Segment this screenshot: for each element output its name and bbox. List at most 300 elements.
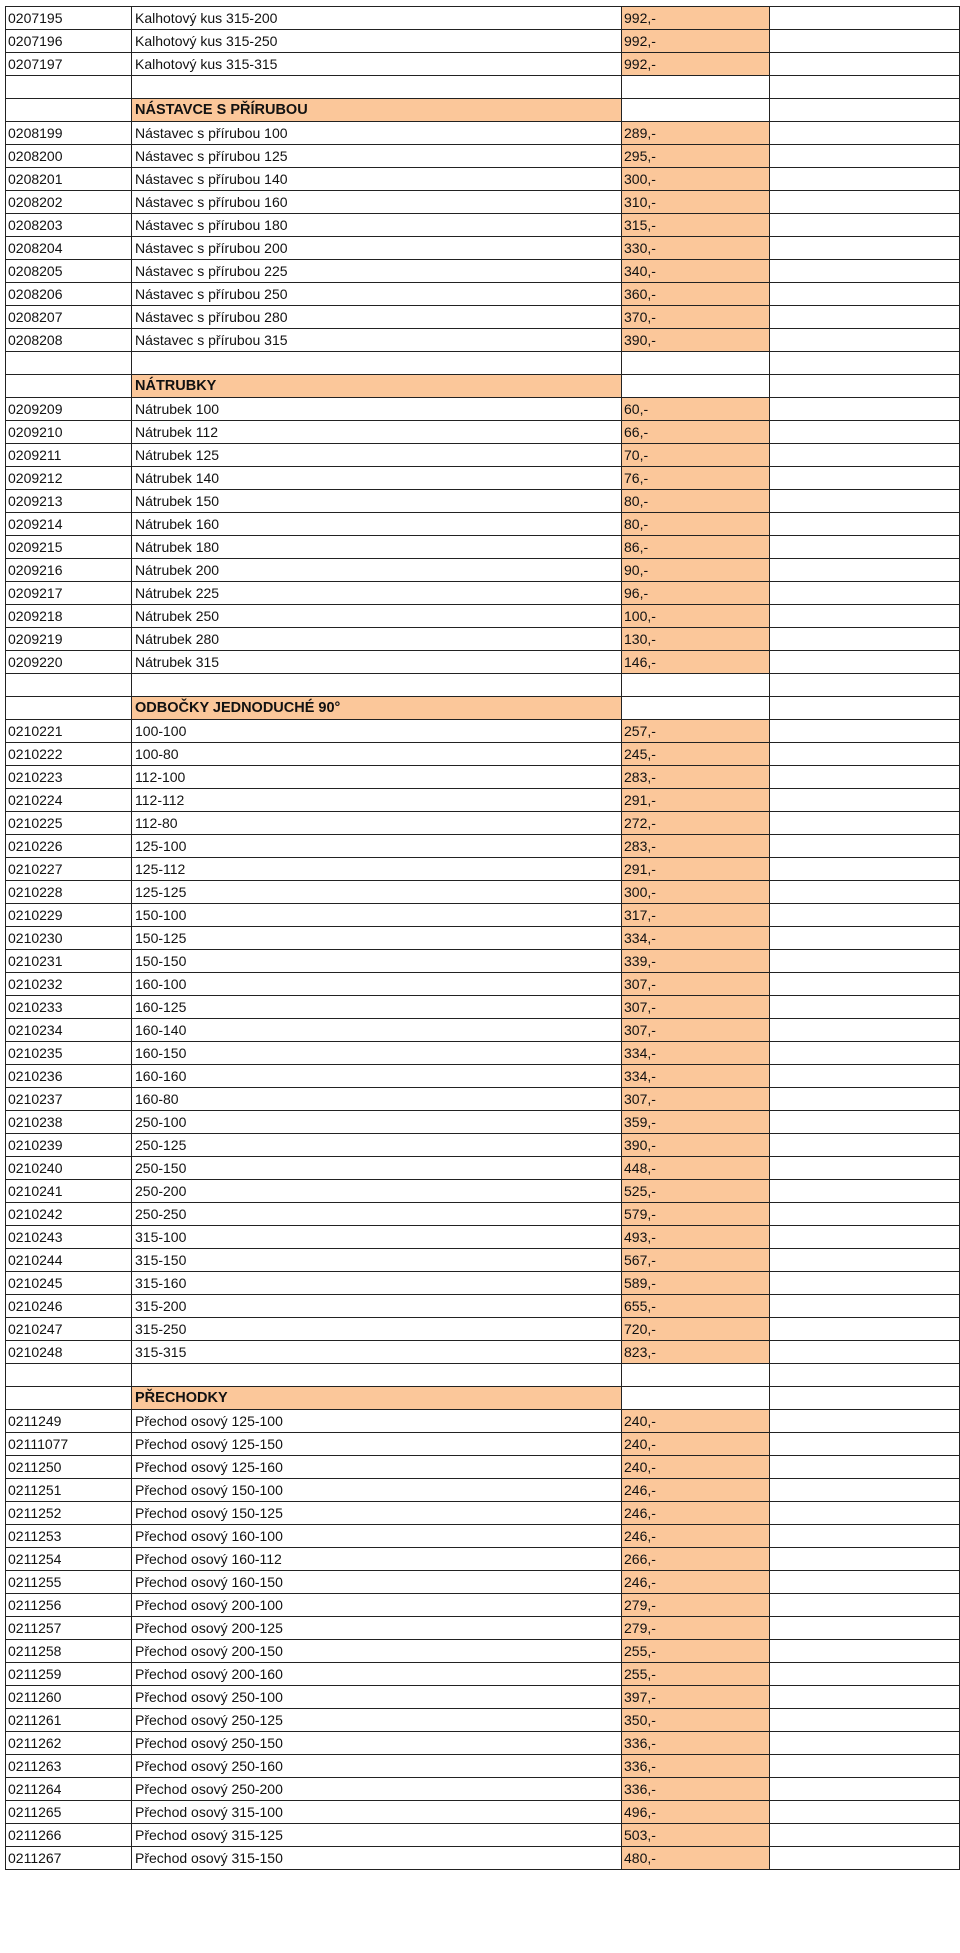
table-row	[6, 1755, 960, 1778]
table-row	[6, 1065, 960, 1088]
product-price: 272,-	[622, 812, 770, 835]
product-name: Kalhotový kus 315-250	[132, 30, 622, 53]
product-price: 246,-	[622, 1571, 770, 1594]
table-row	[6, 1686, 960, 1709]
product-name: Nátrubek 100	[132, 398, 622, 421]
product-name: 112-80	[132, 812, 622, 835]
table-row	[6, 237, 960, 260]
product-code: 0208200	[6, 145, 132, 168]
table-row	[6, 1479, 960, 1502]
product-code: 0210228	[6, 881, 132, 904]
product-code: 0209216	[6, 559, 132, 582]
product-code: 02111077	[6, 1433, 132, 1456]
product-price: 503,-	[622, 1824, 770, 1847]
product-code: 0210231	[6, 950, 132, 973]
table-row	[6, 1019, 960, 1042]
product-name: Přechod osový 315-125	[132, 1824, 622, 1847]
product-price: 336,-	[622, 1755, 770, 1778]
product-code: 0208199	[6, 122, 132, 145]
product-name: 315-100	[132, 1226, 622, 1249]
product-code: 0210232	[6, 973, 132, 996]
product-name: 250-100	[132, 1111, 622, 1134]
blank-cell	[770, 1019, 960, 1042]
blank-cell	[770, 1433, 960, 1456]
section-title: NÁTRUBKY	[132, 375, 622, 398]
product-code: 0211251	[6, 1479, 132, 1502]
table-row	[6, 1617, 960, 1640]
blank-cell	[770, 628, 960, 651]
product-name: Nátrubek 200	[132, 559, 622, 582]
product-price: 76,-	[622, 467, 770, 490]
product-price: 567,-	[622, 1249, 770, 1272]
product-name: 150-150	[132, 950, 622, 973]
product-price: 279,-	[622, 1594, 770, 1617]
product-price: 496,-	[622, 1801, 770, 1824]
product-code: 0211261	[6, 1709, 132, 1732]
product-price: 146,-	[622, 651, 770, 674]
blank-cell	[6, 1387, 132, 1410]
product-code: 0208205	[6, 260, 132, 283]
product-name: Přechod osový 200-100	[132, 1594, 622, 1617]
blank-cell	[770, 398, 960, 421]
blank-row	[6, 674, 960, 697]
table-row	[6, 1801, 960, 1824]
product-code: 0210244	[6, 1249, 132, 1272]
product-code: 0210234	[6, 1019, 132, 1042]
product-name: Nátrubek 280	[132, 628, 622, 651]
product-name: Nástavec s přírubou 315	[132, 329, 622, 352]
product-price: 283,-	[622, 766, 770, 789]
blank-cell	[132, 352, 622, 375]
product-code: 0208203	[6, 214, 132, 237]
table-row	[6, 398, 960, 421]
product-code: 0210247	[6, 1318, 132, 1341]
table-row	[6, 1341, 960, 1364]
product-name: 315-250	[132, 1318, 622, 1341]
table-row	[6, 1663, 960, 1686]
blank-cell	[770, 1065, 960, 1088]
blank-cell	[770, 697, 960, 720]
product-price: 310,-	[622, 191, 770, 214]
blank-cell	[770, 30, 960, 53]
blank-cell	[770, 467, 960, 490]
product-name: 100-100	[132, 720, 622, 743]
table-row	[6, 1824, 960, 1847]
product-code: 0210242	[6, 1203, 132, 1226]
product-code: 0211260	[6, 1686, 132, 1709]
blank-cell	[770, 973, 960, 996]
table-row	[6, 1410, 960, 1433]
product-name: Nástavec s přírubou 200	[132, 237, 622, 260]
blank-cell	[6, 99, 132, 122]
product-code: 0211266	[6, 1824, 132, 1847]
product-price: 334,-	[622, 927, 770, 950]
blank-cell	[770, 1548, 960, 1571]
product-name: Kalhotový kus 315-315	[132, 53, 622, 76]
blank-cell	[770, 1042, 960, 1065]
product-code: 0210222	[6, 743, 132, 766]
product-price: 255,-	[622, 1663, 770, 1686]
product-code: 0211250	[6, 1456, 132, 1479]
blank-cell	[6, 76, 132, 99]
product-price: 579,-	[622, 1203, 770, 1226]
product-code: 0209215	[6, 536, 132, 559]
product-name: 315-200	[132, 1295, 622, 1318]
product-code: 0210246	[6, 1295, 132, 1318]
table-row	[6, 1571, 960, 1594]
product-code: 0210226	[6, 835, 132, 858]
product-price: 300,-	[622, 168, 770, 191]
blank-cell	[770, 1203, 960, 1226]
product-code: 0210233	[6, 996, 132, 1019]
product-name: Přechod osový 160-100	[132, 1525, 622, 1548]
table-row	[6, 444, 960, 467]
product-price: 307,-	[622, 1019, 770, 1042]
blank-cell	[770, 858, 960, 881]
product-name: 160-140	[132, 1019, 622, 1042]
blank-row	[6, 352, 960, 375]
blank-cell	[770, 1341, 960, 1364]
blank-cell	[770, 674, 960, 697]
blank-cell	[770, 214, 960, 237]
product-price: 60,-	[622, 398, 770, 421]
product-name: Nátrubek 125	[132, 444, 622, 467]
product-code: 0208202	[6, 191, 132, 214]
product-name: Přechod osový 125-100	[132, 1410, 622, 1433]
table-row	[6, 191, 960, 214]
table-row	[6, 283, 960, 306]
product-code: 0210224	[6, 789, 132, 812]
blank-cell	[770, 260, 960, 283]
product-code: 0208201	[6, 168, 132, 191]
blank-cell	[770, 927, 960, 950]
blank-cell	[770, 1732, 960, 1755]
product-price: 307,-	[622, 1088, 770, 1111]
product-price: 240,-	[622, 1410, 770, 1433]
blank-cell	[770, 306, 960, 329]
product-price: 266,-	[622, 1548, 770, 1571]
blank-cell	[622, 352, 770, 375]
product-code: 0211262	[6, 1732, 132, 1755]
price-list-body	[6, 7, 960, 1870]
product-price: 255,-	[622, 1640, 770, 1663]
blank-cell	[770, 1387, 960, 1410]
product-name: 160-80	[132, 1088, 622, 1111]
product-price: 992,-	[622, 30, 770, 53]
product-price: 315,-	[622, 214, 770, 237]
blank-cell	[770, 1686, 960, 1709]
table-row	[6, 421, 960, 444]
table-row	[6, 1295, 960, 1318]
product-code: 0210223	[6, 766, 132, 789]
blank-cell	[6, 674, 132, 697]
product-name: Nátrubek 140	[132, 467, 622, 490]
blank-cell	[770, 720, 960, 743]
table-row	[6, 973, 960, 996]
table-row	[6, 904, 960, 927]
product-name: Přechod osový 250-200	[132, 1778, 622, 1801]
blank-cell	[770, 490, 960, 513]
product-code: 0210241	[6, 1180, 132, 1203]
blank-cell	[770, 513, 960, 536]
product-price: 283,-	[622, 835, 770, 858]
table-row	[6, 53, 960, 76]
blank-cell	[770, 1778, 960, 1801]
product-code: 0208208	[6, 329, 132, 352]
blank-cell	[770, 1571, 960, 1594]
product-name: Kalhotový kus 315-200	[132, 7, 622, 30]
blank-cell	[770, 1847, 960, 1870]
product-code: 0208206	[6, 283, 132, 306]
product-price: 70,-	[622, 444, 770, 467]
table-row	[6, 145, 960, 168]
product-price: 334,-	[622, 1042, 770, 1065]
table-row	[6, 927, 960, 950]
product-name: 150-125	[132, 927, 622, 950]
blank-cell	[770, 789, 960, 812]
blank-cell	[622, 375, 770, 398]
product-code: 0210230	[6, 927, 132, 950]
product-code: 0207197	[6, 53, 132, 76]
product-code: 0210237	[6, 1088, 132, 1111]
product-name: Přechod osový 200-160	[132, 1663, 622, 1686]
blank-cell	[770, 444, 960, 467]
product-price: 720,-	[622, 1318, 770, 1341]
blank-cell	[770, 1663, 960, 1686]
blank-cell	[770, 1755, 960, 1778]
table-row	[6, 1548, 960, 1571]
product-code: 0207195	[6, 7, 132, 30]
product-code: 0209209	[6, 398, 132, 421]
blank-cell	[622, 76, 770, 99]
product-name: Přechod osový 315-150	[132, 1847, 622, 1870]
product-name: Přechod osový 250-160	[132, 1755, 622, 1778]
product-code: 0210240	[6, 1157, 132, 1180]
blank-cell	[6, 352, 132, 375]
product-name: Nátrubek 180	[132, 536, 622, 559]
table-row	[6, 1778, 960, 1801]
product-name: Nátrubek 160	[132, 513, 622, 536]
product-name: Nástavec s přírubou 250	[132, 283, 622, 306]
product-code: 0210236	[6, 1065, 132, 1088]
product-name: Nástavec s přírubou 180	[132, 214, 622, 237]
table-row	[6, 812, 960, 835]
blank-cell	[770, 950, 960, 973]
blank-cell	[770, 99, 960, 122]
blank-cell	[770, 1594, 960, 1617]
product-name: 112-112	[132, 789, 622, 812]
table-row	[6, 1318, 960, 1341]
blank-cell	[622, 1364, 770, 1387]
product-name: 112-100	[132, 766, 622, 789]
blank-cell	[770, 904, 960, 927]
product-name: Nátrubek 225	[132, 582, 622, 605]
product-price: 246,-	[622, 1525, 770, 1548]
table-row	[6, 1180, 960, 1203]
blank-cell	[770, 1824, 960, 1847]
product-name: Přechod osový 250-150	[132, 1732, 622, 1755]
blank-cell	[770, 1180, 960, 1203]
product-code: 0211267	[6, 1847, 132, 1870]
product-price: 360,-	[622, 283, 770, 306]
product-name: Nástavec s přírubou 280	[132, 306, 622, 329]
product-code: 0209211	[6, 444, 132, 467]
section-header-row	[6, 1387, 960, 1410]
table-row	[6, 835, 960, 858]
table-row	[6, 651, 960, 674]
table-row	[6, 122, 960, 145]
blank-cell	[770, 421, 960, 444]
product-price: 246,-	[622, 1479, 770, 1502]
table-row	[6, 1226, 960, 1249]
blank-cell	[770, 1295, 960, 1318]
section-title: PŘECHODKY	[132, 1387, 622, 1410]
blank-cell	[770, 1318, 960, 1341]
table-row	[6, 996, 960, 1019]
blank-cell	[6, 375, 132, 398]
blank-cell	[770, 743, 960, 766]
product-name: 160-100	[132, 973, 622, 996]
blank-row	[6, 76, 960, 99]
blank-cell	[770, 329, 960, 352]
product-price: 291,-	[622, 858, 770, 881]
table-row	[6, 467, 960, 490]
table-row	[6, 559, 960, 582]
table-row	[6, 490, 960, 513]
table-row	[6, 1203, 960, 1226]
product-name: 125-112	[132, 858, 622, 881]
product-name: 160-160	[132, 1065, 622, 1088]
table-row	[6, 1134, 960, 1157]
product-price: 525,-	[622, 1180, 770, 1203]
product-name: 160-150	[132, 1042, 622, 1065]
product-price: 80,-	[622, 490, 770, 513]
product-code: 0208204	[6, 237, 132, 260]
table-row	[6, 168, 960, 191]
product-code: 0211263	[6, 1755, 132, 1778]
product-price: 130,-	[622, 628, 770, 651]
product-code: 0209219	[6, 628, 132, 651]
product-code: 0210227	[6, 858, 132, 881]
product-code: 0209212	[6, 467, 132, 490]
product-price: 448,-	[622, 1157, 770, 1180]
product-price: 300,-	[622, 881, 770, 904]
blank-cell	[770, 1456, 960, 1479]
table-row	[6, 1640, 960, 1663]
product-code: 0210229	[6, 904, 132, 927]
product-name: Nástavec s přírubou 125	[132, 145, 622, 168]
blank-cell	[770, 1226, 960, 1249]
blank-cell	[622, 1387, 770, 1410]
blank-cell	[770, 76, 960, 99]
table-row	[6, 1732, 960, 1755]
product-name: Přechod osový 125-160	[132, 1456, 622, 1479]
table-row	[6, 306, 960, 329]
table-row	[6, 1433, 960, 1456]
product-price: 397,-	[622, 1686, 770, 1709]
blank-cell	[770, 1410, 960, 1433]
table-row	[6, 881, 960, 904]
product-price: 336,-	[622, 1732, 770, 1755]
product-price: 289,-	[622, 122, 770, 145]
product-name: Nástavec s přírubou 140	[132, 168, 622, 191]
table-row	[6, 1502, 960, 1525]
product-price: 66,-	[622, 421, 770, 444]
blank-cell	[770, 766, 960, 789]
product-name: Nástavec s přírubou 100	[132, 122, 622, 145]
product-code: 0209210	[6, 421, 132, 444]
product-name: 250-150	[132, 1157, 622, 1180]
product-name: Nástavec s přírubou 225	[132, 260, 622, 283]
product-name: Nátrubek 315	[132, 651, 622, 674]
blank-row	[6, 1364, 960, 1387]
product-name: Přechod osový 200-150	[132, 1640, 622, 1663]
product-name: 150-100	[132, 904, 622, 927]
product-price: 480,-	[622, 1847, 770, 1870]
product-code: 0209217	[6, 582, 132, 605]
table-row	[6, 1525, 960, 1548]
product-price: 655,-	[622, 1295, 770, 1318]
table-row	[6, 1042, 960, 1065]
table-row	[6, 1272, 960, 1295]
table-row	[6, 950, 960, 973]
blank-cell	[770, 1502, 960, 1525]
blank-cell	[132, 674, 622, 697]
product-code: 0208207	[6, 306, 132, 329]
product-code: 0209214	[6, 513, 132, 536]
blank-cell	[770, 145, 960, 168]
table-row	[6, 513, 960, 536]
table-row	[6, 789, 960, 812]
table-row	[6, 1594, 960, 1617]
product-price: 339,-	[622, 950, 770, 973]
product-price: 96,-	[622, 582, 770, 605]
product-name: Přechod osový 315-100	[132, 1801, 622, 1824]
table-row	[6, 582, 960, 605]
product-code: 0210238	[6, 1111, 132, 1134]
product-price: 330,-	[622, 237, 770, 260]
product-code: 0211264	[6, 1778, 132, 1801]
blank-cell	[770, 168, 960, 191]
table-row	[6, 743, 960, 766]
product-code: 0211254	[6, 1548, 132, 1571]
product-price: 245,-	[622, 743, 770, 766]
product-name: Nátrubek 250	[132, 605, 622, 628]
blank-cell	[770, 536, 960, 559]
section-title: ODBOČKY JEDNODUCHÉ 90°	[132, 697, 622, 720]
product-price: 823,-	[622, 1341, 770, 1364]
product-price: 493,-	[622, 1226, 770, 1249]
product-name: 125-100	[132, 835, 622, 858]
product-name: Přechod osový 250-125	[132, 1709, 622, 1732]
product-code: 0211265	[6, 1801, 132, 1824]
section-title: NÁSTAVCE S PŘÍRUBOU	[132, 99, 622, 122]
blank-cell	[770, 835, 960, 858]
blank-cell	[770, 1157, 960, 1180]
product-name: 160-125	[132, 996, 622, 1019]
product-name: 250-200	[132, 1180, 622, 1203]
product-code: 0210239	[6, 1134, 132, 1157]
blank-cell	[770, 1479, 960, 1502]
product-name: Přechod osový 150-125	[132, 1502, 622, 1525]
product-name: Přechod osový 125-150	[132, 1433, 622, 1456]
product-name: Přechod osový 150-100	[132, 1479, 622, 1502]
blank-cell	[770, 375, 960, 398]
product-name: 250-250	[132, 1203, 622, 1226]
blank-cell	[770, 651, 960, 674]
product-name: Nástavec s přírubou 160	[132, 191, 622, 214]
product-name: 315-160	[132, 1272, 622, 1295]
